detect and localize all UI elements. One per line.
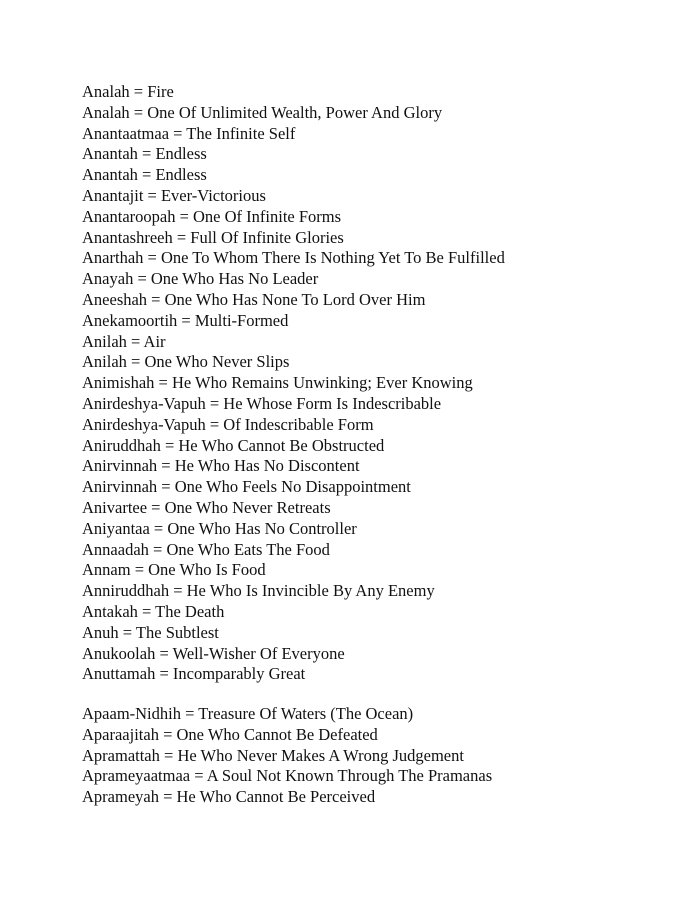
glossary-entry: Anilah = Air <box>82 331 166 351</box>
glossary-entry: Anantah = Endless <box>82 144 207 164</box>
glossary-entry: Anantah = Endless <box>82 165 207 185</box>
glossary-entry: Annam = One Who Is Food <box>82 560 266 580</box>
glossary-entry: Anniruddhah = He Who Is Invincible By Any Enemy <box>82 581 435 601</box>
glossary-entry: Aniyantaa = One Who Has No Controller <box>82 518 357 538</box>
glossary-entry: Aprameyaatmaa = A Soul Not Known Through The Pramanas <box>82 766 493 786</box>
glossary-entry: Anirdeshya-Vapuh = Of Indescribable Form <box>82 414 374 434</box>
glossary-entry: Aprameyah = He Who Cannot Be Perceived <box>82 787 376 807</box>
glossary-entry: Anivartee = One Who Never Retreats <box>82 497 331 517</box>
glossary-entry: Anirdeshya-Vapuh = He Whose Form Is Indescribable <box>82 393 442 413</box>
glossary-entry: Aparaajitah = One Who Cannot Be Defeated <box>82 724 378 744</box>
glossary-entry: Anantajit = Ever-Victorious <box>82 185 266 205</box>
glossary-entry: Anirvinnah = He Who Has No Discontent <box>82 456 360 476</box>
glossary-entry: Aniruddhah = He Who Cannot Be Obstructed <box>82 435 385 455</box>
glossary-entry: Anilah = One Who Never Slips <box>82 352 290 372</box>
glossary-entry: Anekamoortih = Multi-Formed <box>82 310 289 330</box>
glossary-entry: Anantaroopah = One Of Infinite Forms <box>82 206 342 226</box>
glossary-entry: Animishah = He Who Remains Unwinking; Ever Knowing <box>82 373 473 393</box>
glossary-entry: Antakah = The Death <box>82 601 225 621</box>
glossary-entry: Anirvinnah = One Who Feels No Disappointment <box>82 477 411 497</box>
glossary-entry: Aneeshah = One Who Has None To Lord Over Him <box>82 289 426 309</box>
glossary-entry: Annaadah = One Who Eats The Food <box>82 539 330 559</box>
glossary-entry: Anukoolah = Well-Wisher Of Everyone <box>82 643 345 663</box>
glossary-list-section-two <box>82 704 492 808</box>
glossary-entry: Anarthah = One To Whom There Is Nothing Yet To Be Fulfilled <box>82 248 505 268</box>
glossary-entry: Anantaatmaa = The Infinite Self <box>82 123 296 143</box>
glossary-entry: Anuh = The Subtlest <box>82 622 219 642</box>
glossary-entry: Anuttamah = Incomparably Great <box>82 664 306 684</box>
glossary-entry: Anayah = One Who Has No Leader <box>82 269 319 289</box>
glossary-entry: Analah = Fire <box>82 82 174 101</box>
glossary-entry: Anantashreeh = Full Of Infinite Glories <box>82 227 344 247</box>
glossary-entry: Apramattah = He Who Never Makes A Wrong Judgement <box>82 745 464 765</box>
glossary-entry: Analah = One Of Unlimited Wealth, Power And Glory <box>82 102 443 122</box>
glossary-entry: Apaam-Nidhih = Treasure Of Waters (The Ocean) <box>82 704 414 723</box>
glossary-list-section-one <box>82 82 505 685</box>
